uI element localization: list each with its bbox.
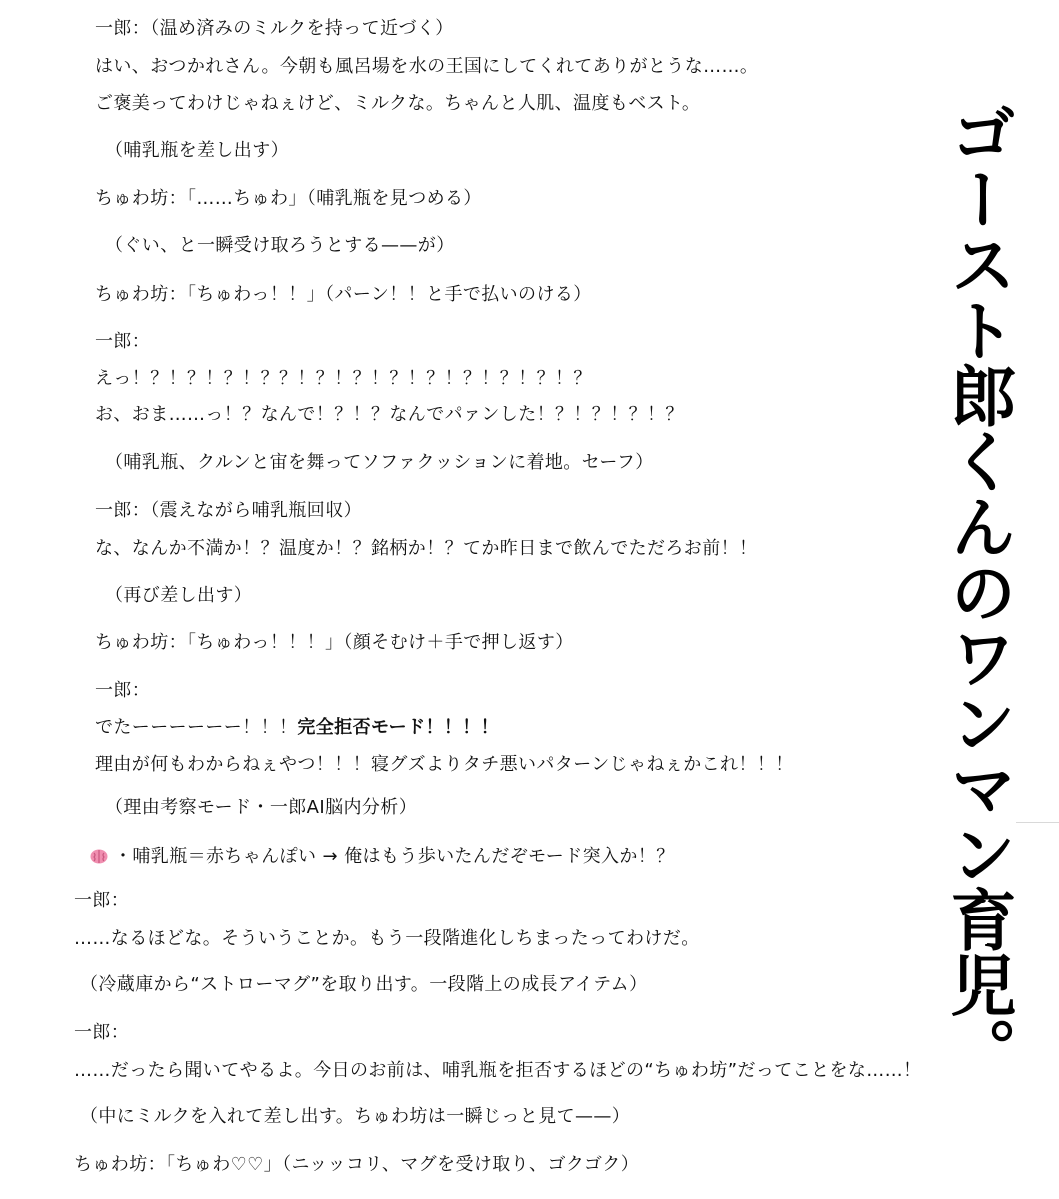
stage-direction: （哺乳瓶、クルンと宙を舞ってソファクッションに着地。セーフ） bbox=[105, 452, 654, 473]
analysis-line bbox=[90, 846, 675, 868]
script-line: ちゅわ坊：「ちゅわっ！！！」（顔そむけ＋手で押し返す） bbox=[95, 632, 574, 653]
script-line: 一郎：（震えながら哺乳瓶回収） bbox=[95, 500, 362, 521]
script-line: はい、おつかれさん。今朝も風呂場を水の王国にしてくれてありがとうな……。 bbox=[95, 56, 759, 77]
stage-direction: （ぐい、と一瞬受け取ろうとする——が） bbox=[105, 235, 455, 256]
script-line: ご褒美ってわけじゃねぇけど、ミルクな。ちゃんと人肌、温度もベスト。 bbox=[95, 93, 701, 114]
page-title: ゴースト郎くんのワンマン育児。 bbox=[939, 100, 1017, 1083]
script-line: ……だったら聞いてやるよ。今日のお前は、哺乳瓶を拒否するほどの“ちゅわ坊”だってことをな……！ bbox=[74, 1060, 922, 1081]
script-line: ちゅわ坊：「ちゅわっ！！」（パーン！！と手で払いのける） bbox=[95, 284, 592, 305]
stage-direction: （理由考察モード・一郎AI脳内分析） bbox=[105, 797, 418, 818]
script-line: ちゅわ坊：「ちゅわ♡♡」（ニッッコリ、マグを受け取り、ゴクゴク） bbox=[74, 1154, 640, 1175]
brain-icon bbox=[90, 848, 108, 863]
script-line: 一郎：（温め済みのミルクを持って近づく） bbox=[95, 18, 454, 39]
script-line: 理由が何もわからねぇやつ！！！寝グズよりタチ悪いパターンじゃねぇかこれ！！！ bbox=[95, 754, 794, 775]
speaker-label: 一郎： bbox=[74, 1022, 130, 1043]
script-line: ……なるほどな。そういうことか。もう一段階進化しちまったってわけだ。 bbox=[74, 928, 700, 949]
shout-text: でたーーーーーー！！！ bbox=[95, 717, 298, 738]
speaker-label: 一郎： bbox=[95, 680, 151, 701]
script-line: お、おま……っ！？なんで！？！？なんでパァンした！？！？！？！？ bbox=[95, 404, 684, 425]
stage-direction: （中にミルクを入れて差し出す。ちゅわ坊は一瞬じっと見て——） bbox=[80, 1106, 631, 1127]
analysis-text: ・哺乳瓶＝赤ちゃんぽい → 俺はもう歩いたんだぞモード突入か！？ bbox=[114, 846, 675, 867]
stage-direction: （哺乳瓶を差し出す） bbox=[105, 140, 289, 161]
stage-direction: （再び差し出す） bbox=[105, 585, 253, 606]
script-line: な、なんか不満か！？温度か！？銘柄か！？てか昨日まで飲んでただろお前！！ bbox=[95, 538, 758, 559]
divider bbox=[1016, 822, 1059, 823]
script-line: ちゅわ坊：「……ちゅわ」（哺乳瓶を見つめる） bbox=[95, 188, 482, 209]
script-line bbox=[95, 717, 499, 739]
script-line: えっ！？！？！？！？？！？！？！？！？！？！？！？！？ bbox=[95, 368, 592, 389]
stage-direction: （冷蔵庫から“ストローマグ”を取り出す。一段階上の成長アイテム） bbox=[80, 974, 648, 995]
speaker-label: 一郎： bbox=[74, 890, 130, 911]
speaker-label: 一郎： bbox=[95, 331, 151, 352]
bold-text: 完全拒否モード！！！！ bbox=[297, 717, 500, 738]
